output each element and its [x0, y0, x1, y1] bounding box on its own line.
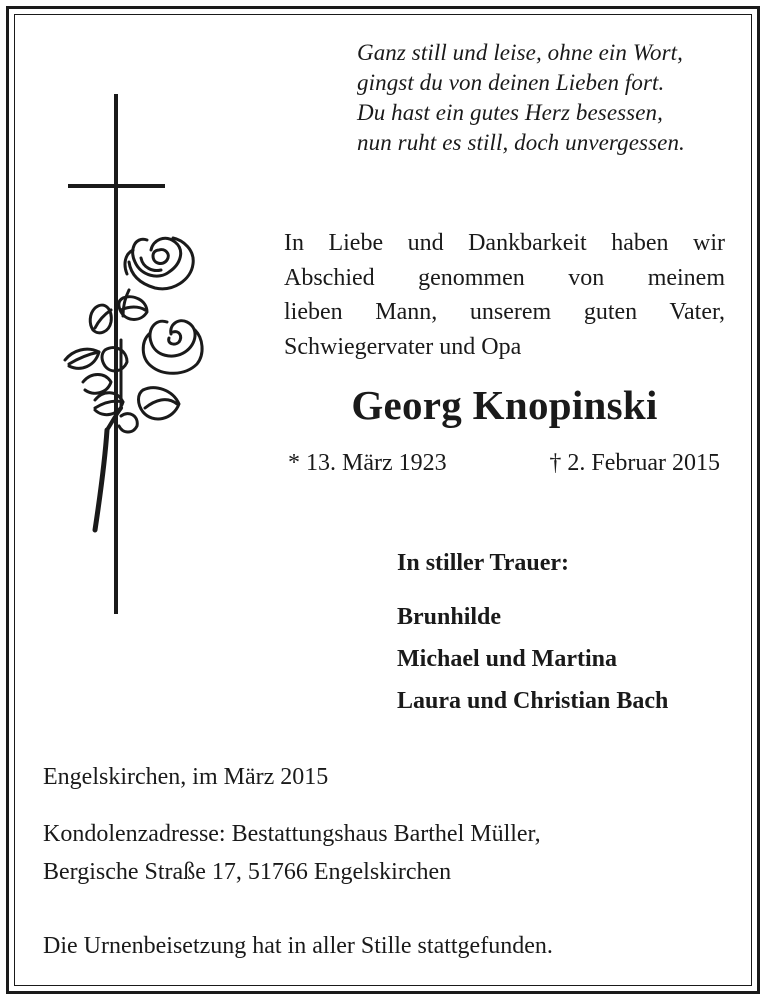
- poem-line: nun ruht es still, doch unvergessen.: [357, 130, 685, 155]
- poem-line: Du hast ein gutes Herz besessen,: [357, 100, 663, 125]
- intro-text: [284, 226, 725, 364]
- intro-line: Schwiegervater und Opa: [284, 333, 522, 360]
- poem-line: gingst du von deinen Lieben fort.: [357, 70, 665, 95]
- mourner-name: Laura und Christian Bach: [397, 688, 669, 714]
- place-date: Engelskirchen, im März 2015: [43, 764, 329, 790]
- cross-icon: [68, 94, 165, 614]
- deceased-name: Georg Knopinski: [351, 382, 658, 428]
- burial-notice: Die Urnenbeisetzung hat in aller Stille stattgefunden.: [43, 933, 553, 959]
- poem-line: Ganz still und leise, ohne ein Wort,: [357, 40, 684, 65]
- condolence-address: [43, 815, 541, 891]
- mourners-list: [397, 596, 668, 722]
- mourner-name: Michael und Martina: [397, 646, 617, 672]
- intro-line: In Liebe und Dankbarkeit haben wir: [284, 230, 725, 256]
- birth-date: * 13. März 1923: [288, 450, 447, 476]
- address-line: Bergische Straße 17, 51766 Engelskirchen: [43, 859, 452, 885]
- mourner-name: Brunhilde: [397, 604, 502, 630]
- death-date: † 2. Februar 2015: [549, 450, 720, 476]
- life-dates: [288, 448, 720, 478]
- address-line: Kondolenzadresse: Bestattungshaus Barthel Müller,: [43, 821, 541, 847]
- cross-with-roses: [55, 90, 205, 620]
- intro-line: lieben Mann, unserem guten Vater,: [284, 299, 725, 325]
- mourners-heading: In stiller Trauer:: [397, 550, 569, 576]
- poem: [357, 38, 737, 158]
- rose-icon: [65, 238, 202, 530]
- intro-line: Abschied genommen von meinem: [284, 264, 725, 291]
